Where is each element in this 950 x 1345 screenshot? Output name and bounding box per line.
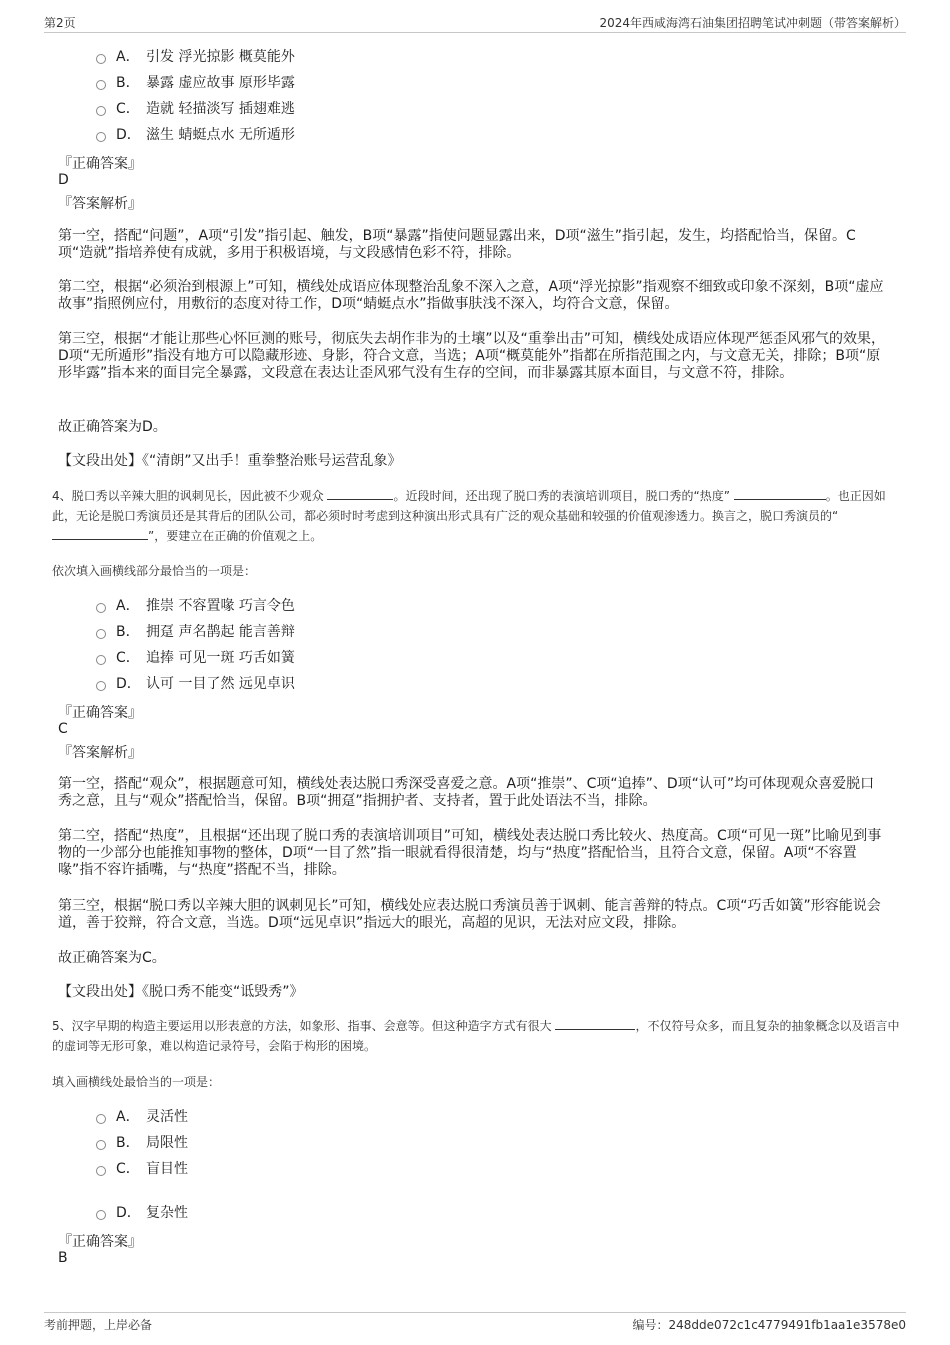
q4-answer: C [58, 721, 68, 737]
q4-analysis-2: 第二空，搭配“热度”，且根据“还出现了脱口秀的表演培训项目”可知，横线处表达脱口秀比较火、热度高。C项“可见一斑”比喻见到事物的一少部分也能推知事物的整体，D项“一目了然”指一眼就看得很清楚，均与“热度”搭配恰当，且符合文意，保留。A项“不容置喙”指不容许插嘴，与“热度”搭配不当，排除。 [58, 828, 882, 878]
radio-icon[interactable] [96, 603, 106, 613]
q3-analysis-label: 『答案解析』 [58, 196, 142, 212]
q3-option-a[interactable]: A． 引发 浮光掠影 概莫能外 [96, 47, 295, 67]
q4-analysis-3: 第三空，根据“脱口秀以辛辣大胆的讽刺见长”可知，横线处应表达脱口秀演员善于讽刺、能言善辩的特点。C项“巧舌如簧”形容能说会道，善于狡辩，符合文意，当选。D项“远见卓识”指远大的眼光，高超的见识，无法对应文段，排除。 [58, 898, 881, 931]
q4-question-text: 4、脱口秀以辛辣大胆的讽刺见长，因此被不少观众 。近段时间，还出现了脱口秀的表演培训项目，脱口秀的“热度” 。也正因如此，无论是脱口秀演员还是其背后的团队公司，都必须时时考虑到这种演出形式具有广泛的观众基础和较强的价值观渗透力。换言之，脱口秀演员的“ ”，要建立在正确的价值观之上。 [52, 489, 886, 543]
footer-slogan: 考前押题，上岸必备 [44, 1318, 153, 1332]
q3-answer: D [58, 172, 69, 188]
radio-icon[interactable] [96, 54, 106, 64]
q3-analysis-1: 第一空，搭配“问题”，A项“引发”指引起、触发，B项“暴露”指使问题显露出来，D项“滋生”指引起，发生，均搭配恰当，保留。C项“造就”指培养使有成就，多用于积极语境，与文段感情色彩不符，排除。 [58, 228, 856, 261]
document-id: 编号：248dde072c1c4779491fb1aa1e3578e0 [632, 1318, 906, 1332]
page-footer [44, 1312, 906, 1335]
q4-source: 【文段出处】《脱口秀不能变“诋毁秀”》 [58, 984, 304, 1000]
q4-option-d[interactable]: D． 认可 一目了然 远见卓识 [96, 674, 295, 694]
q4-blank-2 [734, 487, 826, 500]
q4-prompt: 依次填入画横线部分最恰当的一项是： [52, 564, 257, 578]
q4-option-c[interactable]: C． 追捧 可见一斑 巧舌如簧 [96, 648, 295, 668]
q4-analysis-1: 第一空，搭配“观众”，根据题意可知，横线处表达脱口秀深受喜爱之意。A项“推崇”、C项“追捧”、D项“认可”均可体现观众喜爱脱口秀之意，且与“观众”搭配恰当，保留。B项“拥趸”指拥护者、支持者，置于此处语法不当，排除。 [58, 776, 875, 809]
q5-answer: B [58, 1250, 68, 1266]
document-title: 2024年西咸海湾石油集团招聘笔试冲刺题（带答案解析） [599, 16, 906, 30]
radio-icon[interactable] [96, 1166, 106, 1176]
q5-option-c[interactable]: C． 盲目性 [96, 1159, 188, 1179]
radio-icon[interactable] [96, 1210, 106, 1220]
q3-option-d[interactable]: D． 滋生 蜻蜓点水 无所遁形 [96, 125, 295, 145]
q3-analysis-2: 第二空，根据“必须治到根源上”可知，横线处成语应体现整治乱象不深入之意，A项“浮光掠影”指观察不细致或印象不深刻，B项“虚应故事”指照例应付，用敷衍的态度对待工作，D项“蜻蜓点水”指做事肤浅不深入，均符合文意，保留。 [58, 279, 884, 312]
radio-icon[interactable] [96, 681, 106, 691]
radio-icon[interactable] [96, 132, 106, 142]
q4-answer-label: 『正确答案』 [58, 705, 142, 721]
page-number: 第2页 [44, 16, 76, 30]
q5-blank-1 [555, 1017, 635, 1030]
radio-icon[interactable] [96, 655, 106, 665]
q4-conclusion: 故正确答案为C。 [58, 950, 166, 966]
q4-blank-3 [52, 527, 148, 540]
radio-icon[interactable] [96, 106, 106, 116]
q5-answer-label: 『正确答案』 [58, 1234, 142, 1250]
radio-icon[interactable] [96, 1114, 106, 1124]
radio-icon[interactable] [96, 629, 106, 639]
q3-source: 【文段出处】《“清朗”又出手！重拳整治账号运营乱象》 [58, 453, 402, 469]
q4-analysis-label: 『答案解析』 [58, 745, 142, 761]
q3-conclusion: 故正确答案为D。 [58, 419, 167, 435]
q3-answer-label: 『正确答案』 [58, 156, 142, 172]
radio-icon[interactable] [96, 1140, 106, 1150]
q5-option-a[interactable]: A． 灵活性 [96, 1107, 188, 1127]
q4-option-a[interactable]: A． 推崇 不容置喙 巧言令色 [96, 596, 295, 616]
q5-option-b[interactable]: B． 局限性 [96, 1133, 188, 1153]
q5-option-d[interactable]: D． 复杂性 [96, 1203, 188, 1223]
q3-option-b[interactable]: B． 暴露 虚应故事 原形毕露 [96, 73, 295, 93]
radio-icon[interactable] [96, 80, 106, 90]
q5-prompt: 填入画横线处最恰当的一项是： [52, 1075, 221, 1089]
q4-blank-1 [327, 487, 393, 500]
q3-analysis-3: 第三空，根据“才能让那些心怀叵测的账号，彻底失去胡作非为的土壤”以及“重拳出击”可知，横线处成语应体现严惩歪风邪气的效果，D项“无所遁形”指没有地方可以隐藏形迹、身影，符合文意，当选；A项“概莫能外”指都在所指范围之内，与文意无关，排除；B项“原形毕露”指本来的面目完全暴露，文段意在表达让歪风邪气没有生存的空间，而非暴露其原本面目，与文意不符，排除。 [58, 331, 886, 381]
page-header [44, 14, 906, 33]
q3-option-c[interactable]: C． 造就 轻描淡写 插翅难逃 [96, 99, 295, 119]
q4-option-b[interactable]: B． 拥趸 声名鹊起 能言善辩 [96, 622, 295, 642]
q5-question-text: 5、汉字早期的构造主要运用以形表意的方法，如象形、指事、会意等。但这种造字方式有很大 ，不仅符号众多，而且复杂的抽象概念以及语言中的虚词等无形可象，难以构造记录符号，会陷于构形的困境。 [52, 1019, 900, 1053]
